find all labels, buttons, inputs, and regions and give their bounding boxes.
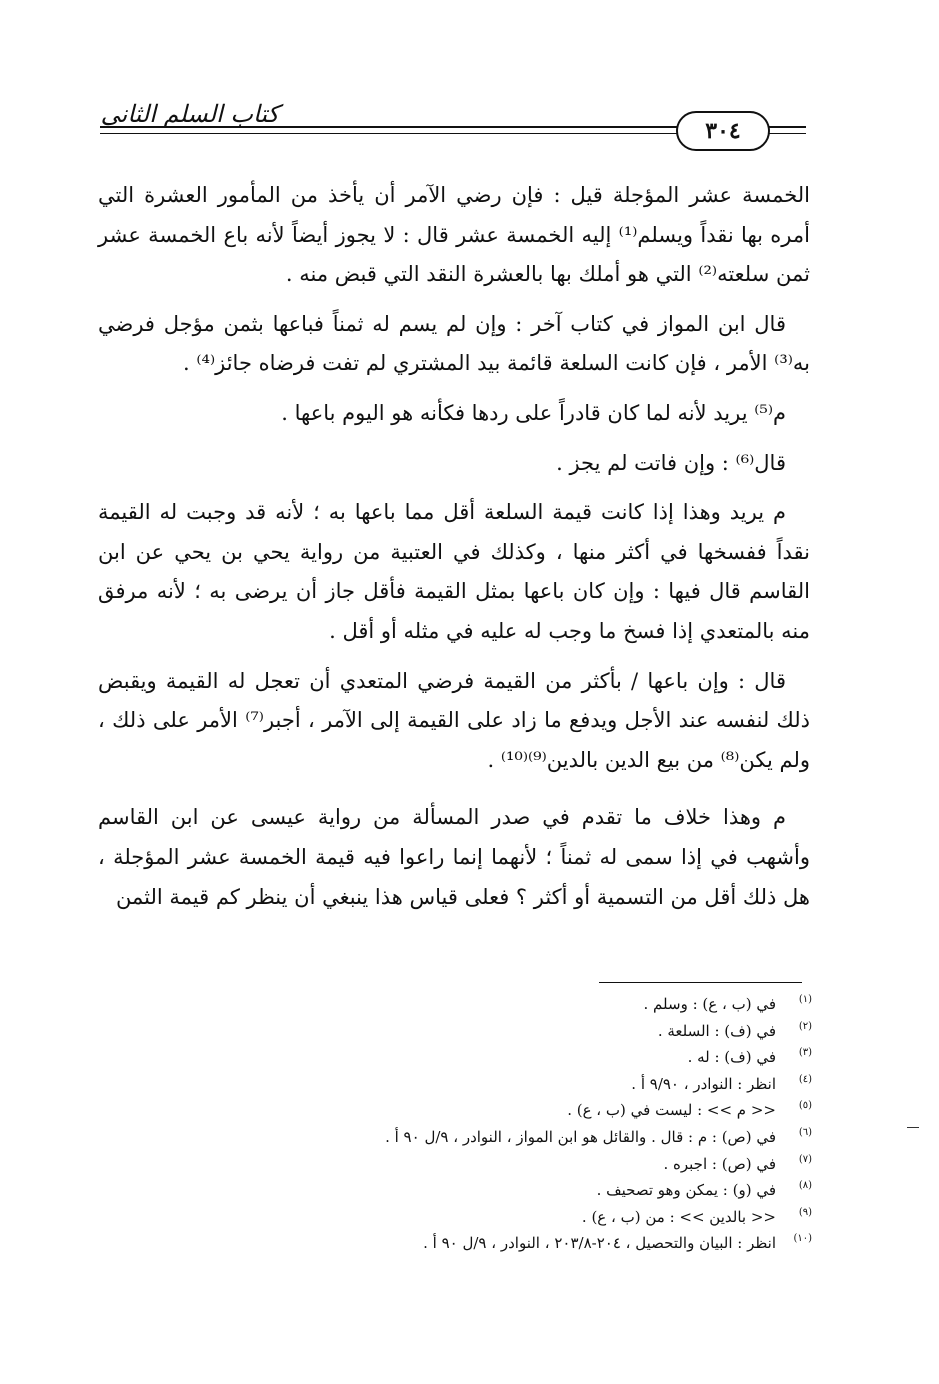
footnote-number: (٤) [798, 1073, 812, 1085]
footnote-number: (٣) [798, 1047, 812, 1059]
running-header-title: كتاب السلم الثاني [100, 100, 279, 128]
footnote-number: (٥) [798, 1100, 812, 1112]
footnote-item [180, 1177, 812, 1204]
footnote-text: انظر : النوادر ، ٩/٩٠ أ . [631, 1074, 776, 1093]
footnote-number: (٨) [798, 1180, 812, 1192]
footnote-item [180, 1018, 812, 1045]
paragraph-4: قال⁽⁶⁾ : وإن فاتت لم يجز . [556, 450, 786, 475]
page-number-oval [676, 111, 770, 151]
footnote-number: (٢) [798, 1020, 812, 1032]
footnote-item [180, 991, 812, 1018]
page-number: ٣٠٤ [705, 118, 741, 144]
footnotes [180, 991, 812, 1257]
paragraph-2: قال ابن المواز في كتاب آخر : وإن لم يسم له ثمناً فباعها بثمن مؤجل فرضي به⁽³⁾ الأمر ، فإن كانت السلعة قائمة بيد المشتري لم تفت فرضاه جائز⁽⁴⁾ . [98, 311, 810, 376]
footnote-text: في (ف) : السلعة . [657, 1021, 776, 1040]
paragraph-1: الخمسة عشر المؤجلة قيل : فإن رضي الآمر أن يأخذ من المأمور العشرة التي أمره بها نقداً ويسلم⁽¹⁾ إليه الخمسة عشر قال : لا يجوز أيضاً لأنه باع الخمسة عشر ثمن سلعته⁽²⁾ التي هو أملك بها بالعشرة النقد التي قبض منه . [98, 183, 810, 287]
footnote-item [180, 1204, 812, 1231]
footnote-item [180, 1097, 812, 1124]
footnote-text: في (ب ، ع) : وسلم . [643, 995, 776, 1013]
margin-mark [907, 1127, 919, 1128]
footnote-item [180, 1151, 812, 1178]
footnote-text: في (ف) : له . [687, 1048, 776, 1067]
footnote-text: << بالدين >> : من (ب ، ع) . [581, 1207, 776, 1226]
paragraph-7: م وهذا خلاف ما تقدم في صدر المسألة من رواية عيسى عن ابن القاسم وأشهب في إذا سمى له ثمناً ؛ لأنهما إنما راعوا فيه قيمة الخمسة عشر المؤجلة ، هل ذلك أقل من التسمية أو أكثر ؟ فعلى قياس هذا ينبغي أن ينظر كم قيمة الثمن [98, 805, 810, 909]
footnote-text: << م >> : ليست في (ب ، ع) . [567, 1101, 776, 1120]
footnote-item [180, 1124, 812, 1151]
footnote-number: (١) [798, 994, 812, 1005]
footnote-rule [599, 982, 802, 983]
footnote-text: انظر : البيان والتحصيل ، ٢٠٤-٢٠٣/٨ ، النوادر ، ٩/ل ٩٠ أ . [423, 1234, 776, 1253]
footnote-item [180, 1044, 812, 1071]
footnote-text: في (و) : يمكن وهو تصحيف . [596, 1181, 776, 1200]
footnote-text: في (ص) : م : قال . والقائل هو ابن المواز ، النوادر ، ٩/ل ٩٠ أ . [385, 1127, 776, 1146]
footnote-number: (٧) [798, 1153, 812, 1165]
paragraph-5: م يريد وهذا إذا كانت قيمة السلعة أقل مما باعها به ؛ لأنه قد وجبت له القيمة نقداً ففسخها في أكثر منها ، وكذلك في العتبية من رواية يحي بن يحي عن ابن القاسم قال فيها : وإن كان باعها بمثل القيمة فأقل جاز أن يرضى به ؛ لأنه مرفق منه بالمتعدي إذا فسخ ما وجب له عليه في مثله أو أقل . [98, 500, 810, 643]
footnote-number: (١٠) [793, 1233, 812, 1245]
footnote-text: في (ص) : اجبره . [663, 1154, 776, 1173]
paragraph-3: م⁽⁵⁾ يريد لأنه لما كان قادراً على ردها فكأنه هو اليوم باعها . [281, 400, 786, 425]
paragraph-6: قال : وإن باعها / بأكثر من القيمة فرضي المتعدي أن تعجل له القيمة ويقبض ذلك لنفسه عند الأجل ويدفع ما زاد على القيمة إلى الآمر ، أجبر⁽⁷⁾ الأمر على ذلك ، ولم يكن⁽⁸⁾ من بيع الدين بالدين⁽⁹⁾⁽¹⁰⁾ . [98, 668, 811, 772]
footnote-number: (٦) [798, 1126, 812, 1138]
footnote-number: (٩) [798, 1206, 812, 1218]
footnote-item [180, 1071, 812, 1098]
footnote-item [180, 1230, 812, 1257]
main-text [98, 176, 810, 927]
